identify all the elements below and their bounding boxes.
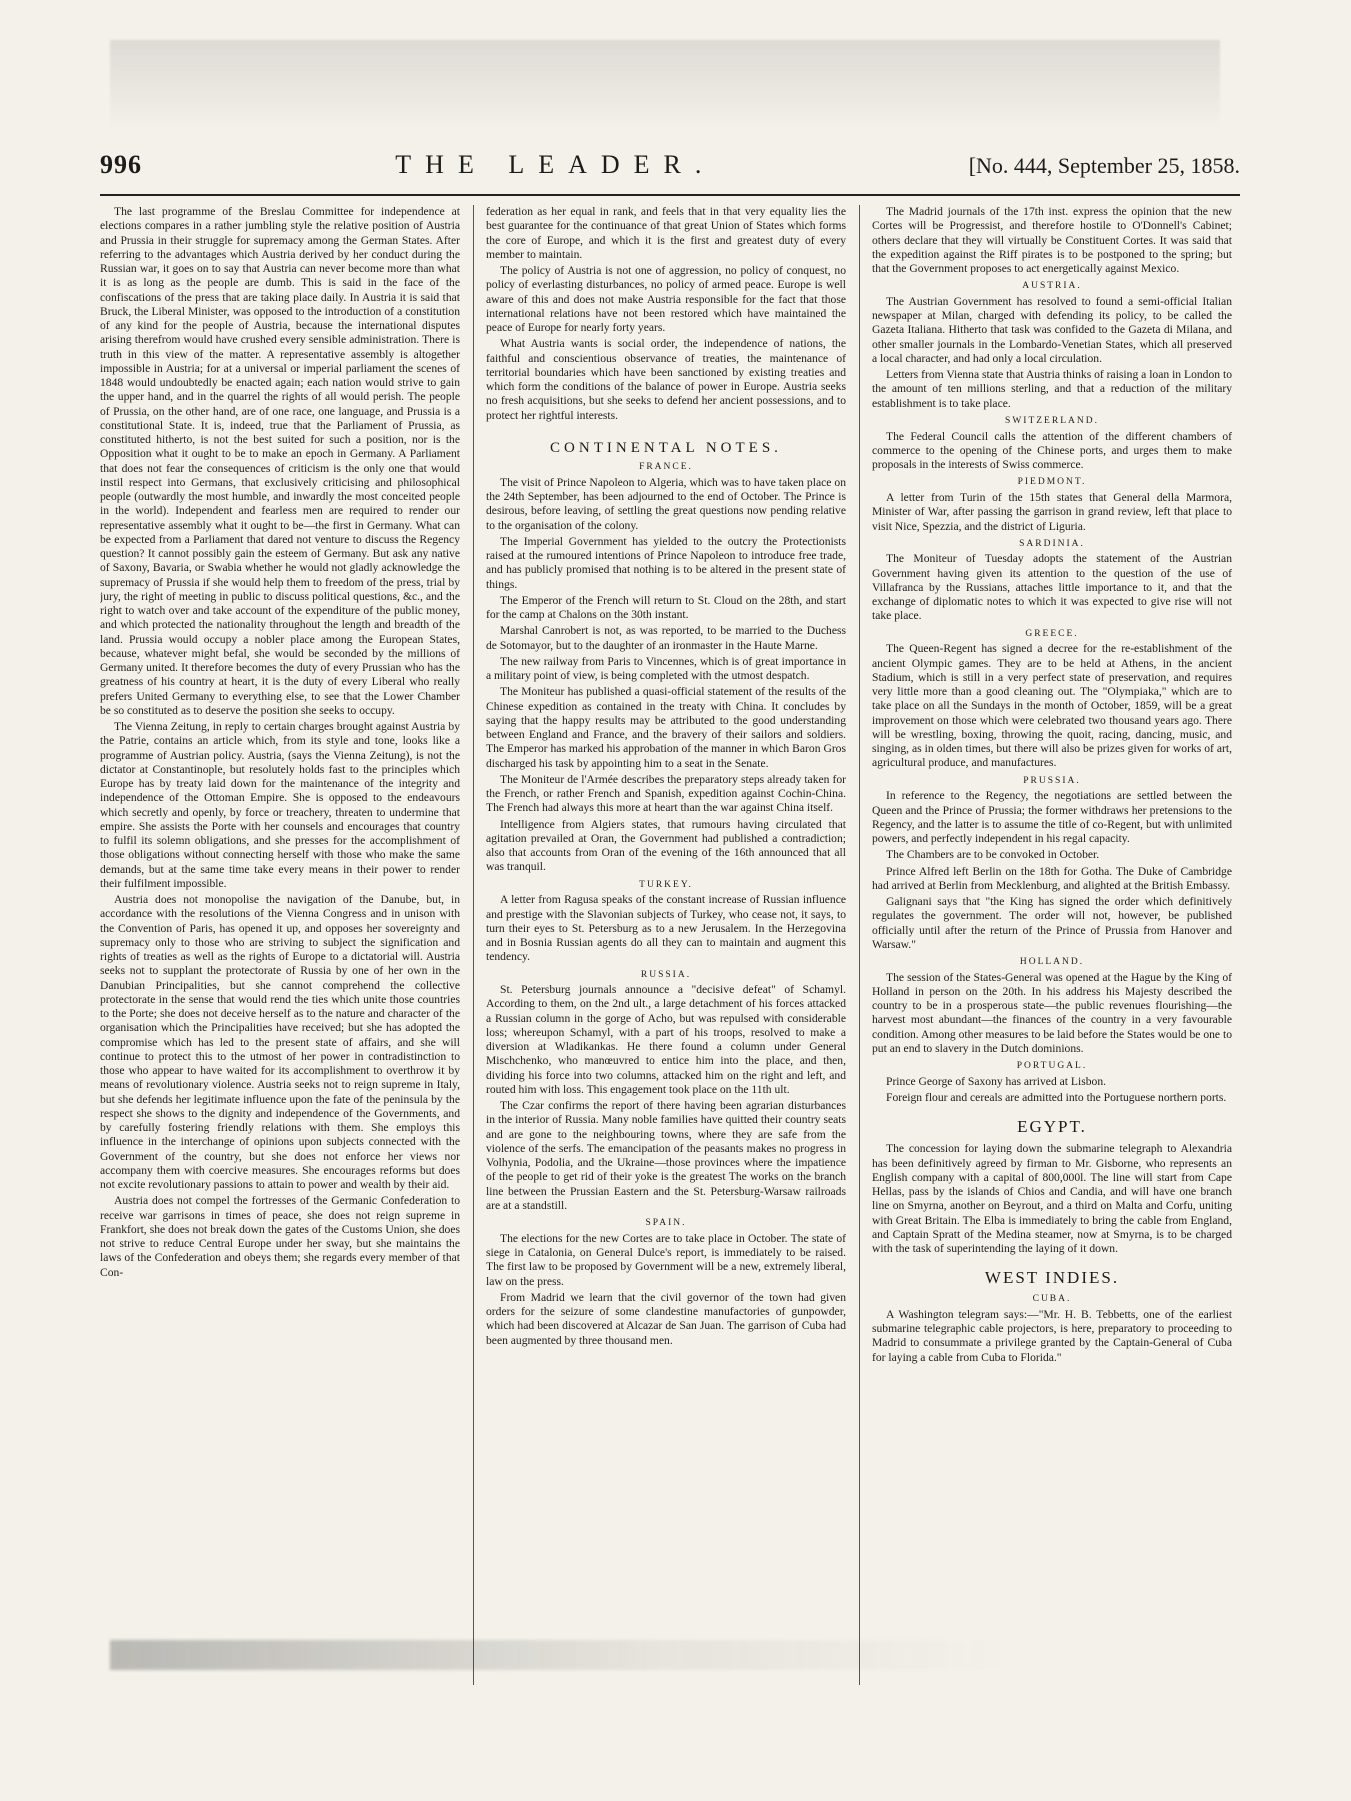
newspaper-page [100, 150, 1240, 1770]
subheading-portugal: PORTUGAL. [1016, 1061, 1088, 1072]
paragraph: A letter from Turin of the 15th states that General della Marmora, Minister of War, after passing the garrison in grand review, left that place to visit Nice, Spezzia, and the district of Liguria. [872, 491, 1232, 533]
paragraph: St. Petersburg journals announce a "decisive defeat" of Schamyl. According to them, on the 2nd ult., a large detachment of his forces attacked a Russian column in the gorge of Acho, but was repulsed with considerable loss; whereupon Schamyl, with a part of his troops, resolved to make a diversion at Wladikankas. He there found a column under General Mischchenko, who manœuvred to entice him into the place, and then, dividing his force into two columns, attacked him on the right and left, and routed him with loss. This engagement took place on the 11th ult. [486, 983, 846, 1096]
column-rule [859, 205, 860, 1685]
section-heading-continental-notes: CONTINENTAL NOTES. [550, 439, 782, 456]
paragraph: Marshal Canrobert is not, as was reported, to be married to the Duchess de Sotomayor, but to the daughter of an ironmaster in the Haute Marne. [486, 624, 846, 652]
paragraph: The Madrid journals of the 17th inst. express the opinion that the new Cortes will be Progressist, and therefore hostile to O'Donnell's Cabinet; others declare that they will virtually be Constituent Cortes. It was said that the expedition against the Riff pirates is to be postponed to the spring; but that the Government proposes to act energetically against Mexico. [872, 205, 1232, 275]
subheading-russia: RUSSIA. [640, 969, 692, 980]
paragraph: The Imperial Government has yielded to the outcry the Protectionists raised at the rumoured intentions of Prince Napoleon to introduce free trade, and has publicly promised that nothing is to be altered in the present state of things. [486, 534, 846, 591]
column-2 [486, 205, 846, 1685]
section-heading-egypt: EGYPT. [1017, 1117, 1087, 1137]
paragraph: The Queen-Regent has signed a decree for the re-establishment of the ancient Olympic games. They are to be held at Athens, in the ancient Stadium, which is still in a very perfect state of preservation, and requires very little more than a good cleaning out. The "Olympiaka," which are to take place on all the Sundays in the month of October, 1859, will be a great improvement on those which were celebrated two thousand years ago. There will be wrestling, boxing, throwing the quoit, racing, dancing, music, and singing, as in olden times, but there will also be prizes given for works of art, agricultural produce, and manufactures. [872, 642, 1232, 770]
paragraph: From Madrid we learn that the civil governor of the town had given orders for the seizure of some clandestine manufactories of gunpowder, which had been discovered at Alcazar de San Juan. The garrison of Cuba had been augmented by three thousand men. [486, 1290, 846, 1347]
paragraph: federation as her equal in rank, and feels that in that very equality lies the best guarantee for the continuance of that great Union of States which forms the core of Europe, and which it is the first and greatest duty of every member to maintain. [486, 205, 846, 261]
paragraph: A letter from Ragusa speaks of the constant increase of Russian influence and prestige with the Slavonian subjects of Turkey, who cease not, it says, to turn their eyes to St. Petersburg as to a new Jerusalem. In the Herzegovina and in Bosnia Russian agents do all they can to maintain and augment this tendency. [486, 893, 846, 964]
column-rule [473, 205, 474, 1685]
section-heading-west-indies: WEST INDIES. [984, 1268, 1120, 1288]
paragraph: The Moniteur de l'Armée describes the preparatory steps already taken for the French, or rather French and Spanish, expedition against Cochin-China. The French had always this more at heart than the war against China itself. [486, 772, 846, 815]
paragraph: The Federal Council calls the attention of the different chambers of commerce to the opening of the Chinese ports, and urges them to make proposals in the interests of Swiss commerce. [872, 429, 1232, 472]
paragraph: The visit of Prince Napoleon to Algeria, which was to have taken place on the 24th September, has been adjourned to the end of October. The Prince is desirous, before leaving, of settling the great questions now pending relative to the organisation of the colony. [486, 475, 846, 532]
paragraph: The new railway from Paris to Vincennes, which is of great importance in a military point of view, is being completed with the utmost despatch. [486, 654, 846, 683]
scan-smudge-top [110, 40, 1220, 130]
paragraph: Intelligence from Algiers states, that rumours having circulated that agitation prevailed at Oran, the Government had published a contradiction; also that accounts from Oran of the evening of the 16th announced that all was tranquil. [486, 817, 846, 874]
paragraph: The Chambers are to be convoked in October. [886, 848, 1100, 862]
column-3 [872, 205, 1232, 1685]
paragraph: The Moniteur of Tuesday adopts the statement of the Austrian Government having given its attention to the question of the use of Villafranca by the Russians, attaches little importance to it, and that the exchange of diplomatic notes to which it was expected to give rise will not take place. [872, 552, 1232, 623]
paragraph: The Vienna Zeitung, in reply to certain charges brought against Austria by the Patrie, contains an article which, from its style and tone, looks like a programme of Austrian policy. Austria, (says the Vienna Zeitung), is not the dictator at Constantinople, but resolutely holds fast to the principles which Europe has by treaty laid down for the maintenance of the integrity and independence of the Ottoman Empire. She is opposed to the endeavours which secretly and openly, by force or treachery, threaten to undermine that empire. She assists the Porte with her counsels and encourages that country to fulfil its solemn obligations, and she presses for the accomplishment of those obligations without connecting herself with those who make the same demands, but at the same time take every means in their power to render their fulfilment impossible. [100, 720, 460, 890]
paragraph: Galignani says that "the King has signed the order which definitively regulates the government. The order will not, however, be published officially until after the return of the Prince of Prussia from Hanover and Warsaw." [872, 895, 1232, 951]
paragraph: Foreign flour and cereals are admitted into the Portuguese northern ports. [886, 1091, 1227, 1105]
subheading-austria: AUSTRIA. [1022, 281, 1082, 292]
paragraph: What Austria wants is social order, the independence of nations, the faithful and conscientious observance of treaties, the maintenance of territorial boundaries which have been sanctioned by existing treaties and which form the conditions of the balance of power in Europe. Austria seeks no fresh acquisitions, but she seeks to defend her ancient possessions, and to protect her rightful interests. [486, 337, 846, 422]
paragraph: The elections for the new Cortes are to take place in October. The state of siege in Catalonia, on General Dulce's report, is immediately to be raised. The first law to be proposed by Government will be a new, extremely liberal, law on the press. [486, 1231, 846, 1288]
masthead [100, 150, 1240, 196]
subheading-turkey: TURKEY. [639, 879, 693, 890]
subheading-sardinia: SARDINIA. [1019, 538, 1085, 549]
paragraph: Austria does not monopolise the navigation of the Danube, but, in accordance with the resolutions of the Vienna Congress and in unison with the Convention of Paris, has opened it up, and opposes her sovereignty and supremacy only to those who are striving to subject the signification and rights of treaties as well as the rights of Europe to a dictatorial will. Austria seeks not to supplant the protectorate of Russia by one of her own in the Danubian Principalities, but she cannot comprehend the collective protectorate in the sense that would rend the ties which unite those countries to the Porte; she does not deceive herself as to the nature and character of the organisation which the Principalities have received; but she has adopted the compromise which has led to the present state of affairs, and she will continue to protect this to the utmost of her power in contradistinction to those who appear to have waited for its accomplishment to overthrow it by means of revolutionary violence. Austria seeks not to reign supreme in Italy, but she defends her legitimate influence upon the fate of the peninsula by the respect she shows to the dignity and independence of the Governments, and by carefully fostering friendly relations with them. She employs this influence in the interchange of opinions upon subjects connected with the Government of the country, but she does not enforce her views nor accompany them with coercive measures. She encourages reforms but does not excite revolutionary passions to attain to power and wealth by their aid. [100, 893, 460, 1191]
paragraph: The concession for laying down the submarine telegraph to Alexandria has been definitively agreed by firman to Mr. Gisborne, who represents an English company with a capital of 800,000l. The line will start from Cape Hellas, pass by the islands of Chios and Candia, and will have one branch line on Smyrna, another on Beyrout, and a third on Malta and Corfu, uniting with Great Britain. The Elba is immediately to bring the cable from England, and Captain Spratt of the Medina steamer, now at Smyrna, is to be charged with the task of superintending the laying of it down. [872, 1142, 1232, 1256]
subheading-cuba: CUBA. [1032, 1294, 1072, 1305]
subheading-france: FRANCE. [639, 462, 693, 473]
subheading-piedmont: PIEDMONT. [1017, 477, 1087, 488]
paragraph: In reference to the Regency, the negotiations are settled between the Queen and the Prince of Prussia; the former withdraws her pretensions to the Regency, and the latter is to assume the title of co-Regent, but with unlimited powers, and perfectly independent in his regal capacity. [872, 789, 1232, 846]
paragraph: A Washington telegram says:—"Mr. H. B. Tebbetts, one of the earliest submarine telegraphic cable projectors, is here, preparatory to proceeding to Madrid to consummate a privilege granted by the Captain-General of Cuba for laying a cable from Cuba to Florida." [872, 1307, 1232, 1364]
page-number: 996 [100, 150, 142, 179]
paragraph: The session of the States-General was opened at the Hague by the King of Holland in person on the 20th. In his address his Majesty described the country to be in a prosperous state—the public revenues flourishing—the harvest most abundant—the finances of the country in a very favourable condition. Among other measures to be laid before the States would be one to put an end to slavery in the Dutch dominions. [872, 970, 1232, 1055]
subheading-switzerland: SWITZERLAND. [1005, 415, 1099, 426]
paragraph: The last programme of the Breslau Committee for independence at elections compares in a rather jumbling style the relative position of Austria and Prussia in their struggle for supremacy among the German States. After referring to the advantages which Austria derived by her conduct during the Russian war, it goes on to say that Austria can never become more than what it is as long as the people are dumb. This is said in the face of the confiscations of the press that are taking place daily. In Austria it is said that Bruck, the Liberal Minister, was opposed to the introduction of a constitution of any kind for the people of Austria, because the international disputes arising therefrom would have crushed every sensible administration. There is truth in this view of the matter. A representative assembly is altogether impossible in Austria; for at a universal or imperial parliament the scenes of 1848 would undoubtedly be enacted again; each nation would strive to gain the upper hand, and in the quarrel the rights of all would perish. The people of Prussia, on the other hand, are of one race, one language, and Prussia is a constitutional State. It is, indeed, true that the Parliament of Prussia, as constituted hitherto, is not the best suited for such a position, nor is the Opposition what it ought to be to make an epoch in Germany. A Parliament that does not fear the consequences of criticism is the only one that would instil respect into Germans, that exclusively criticising and philosophical people (outwardly the most humble, and inwardly the most conceited people in the world). Independent and fearless men are required to render our representative assembly what it ought to be—the first in Germany. What can be expected from a Parliament that dared not venture to discuss the Regency question? It cannot possibly gain the esteem of Germany. But ask any native of Saxony, Bavaria, or Swabia whether he would not gladly acknowledge the supremacy of Prussia if she would help them to freedom of the press, trial by jury, the right of meeting in public to discuss political questions, &c., and the right to watch over and take account of the expenditure of the public money, and which protected the nationality throughout the length and breadth of the land. Prussia would occupy a nobler place among the European States, because, whatever might befal, she would be seconded by the millions of Germany united. It therefore becomes the duty of every Prussian who has the greatness of his country at heart, it is the duty of every Liberal who really prefers United Germany to everything else, to see that the Lower Chamber be so constituted as to deserve the position she seeks to occupy. [100, 205, 460, 717]
newspaper-title: THE LEADER. [395, 150, 716, 179]
paragraph: The policy of Austria is not one of aggression, no policy of conquest, no policy of everlasting disturbances, no policy of armed peace. Europe is well aware of this and does not make Austria responsible for the fact that those international relations have not been restored which have maintained the peace of Europe for nearly forty years. [486, 264, 846, 334]
paragraph: Prince Alfred left Berlin on the 18th for Gotha. The Duke of Cambridge had arrived at Berlin from Mecklenburg, and alighted at the British Embassy. [872, 864, 1232, 892]
paragraph: Prince George of Saxony has arrived at Lisbon. [886, 1074, 1107, 1088]
issue-info: [No. 444, September 25, 1858. [968, 153, 1240, 178]
paragraph: Letters from Vienna state that Austria thinks of raising a loan in London to the amount of ten millions sterling, and that a reduction of the military establishment is to take place. [872, 368, 1232, 410]
scan-smudge-bottom [110, 1640, 1010, 1670]
paragraph: Austria does not compel the fortresses of the Germanic Confederation to receive war garrisons in times of peace, she does not reign supreme in Frankfort, she does not break down the gates of the Customs Union, she does not strive to reduce Central Europe under her sway, but she maintains the laws of the Confederation and obeys them; she regards every member of that Con- [100, 1194, 460, 1279]
subheading-holland: HOLLAND. [1019, 957, 1085, 968]
paragraph: The Austrian Government has resolved to found a semi-official Italian newspaper at Milan, charged with defending its policy, to be called the Gazeta Italiana. Hitherto that task was confided to the Gazeta di Milana, and other smaller journals in the Lombardo-Venetian States, which all preserved a local character, and had only a local circulation. [872, 294, 1232, 365]
paragraph: The Emperor of the French will return to St. Cloud on the 28th, and start for the camp at Chalons on the 30th instant. [486, 593, 846, 622]
column-1 [100, 205, 460, 1685]
subheading-spain: SPAIN. [645, 1218, 687, 1229]
columns [100, 205, 1240, 1685]
subheading-prussia: PRUSSIA. [1023, 775, 1081, 786]
subheading-greece: GREECE. [1025, 628, 1079, 639]
paragraph: The Moniteur has published a quasi-official statement of the results of the Chinese expedition as contained in the treaty with China. It concludes by saying that the happy results may be attributed to the good understanding between England and France, and the bravery of their sailors and soldiers. The Emperor has marked his approbation of the manner in which Baron Gros discharged his task by appointing him to a seat in the Senate. [486, 685, 846, 770]
paragraph: The Czar confirms the report of there having been agrarian disturbances in the interior of Russia. Many noble families have quitted their country seats and are gone to the neighbouring towns, where they are safe from the violence of the serfs. The emancipation of the peasants makes no progress in Volhynia, Podolia, and the Ukraine—those provinces where the impatience of the people to get rid of their yoke is the greatest The works on the branch line between the Prussian Eastern and the St. Petersburg-Warsaw railroads are at a standstill. [486, 1099, 846, 1212]
